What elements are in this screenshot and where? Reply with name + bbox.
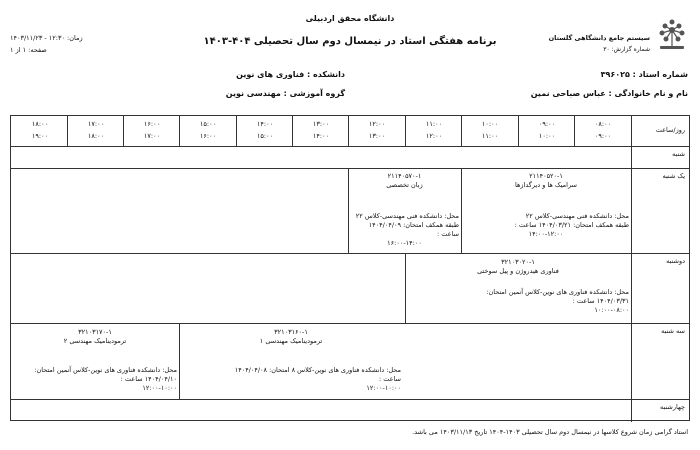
faculty: دانشکده : فناوری های نوین bbox=[236, 70, 345, 79]
report-header bbox=[0, 6, 700, 66]
department: گروه آموزشی : مهندسی نوین bbox=[225, 89, 345, 98]
class-code: ۳۲۱۰۳۱۶۰-۱ bbox=[274, 328, 308, 336]
class-exam: طبقه همکف امتحان: ۱۴۰۴/۰۳/۲۱ ساعت : bbox=[514, 221, 629, 229]
class-location: محل: دانشکده فناوری های نوین-کلاس آنمین امتحان: bbox=[34, 366, 177, 374]
time-from: ۱۱:۰۰ bbox=[425, 120, 443, 128]
day-label: شنبه bbox=[672, 150, 685, 158]
class-exam: ۱۴۰۴/۰۴/۱۰ ساعت : bbox=[120, 375, 177, 383]
time-to: ۱۱:۰۰ bbox=[481, 132, 499, 140]
class-code: ۲۱۱۴۰۵۲۰-۱ bbox=[529, 172, 563, 180]
day-label: سه شنبه bbox=[661, 327, 685, 335]
class-title: سرامیک ها و دیرگدازها bbox=[515, 181, 577, 189]
time-to: ۱۳:۰۰ bbox=[368, 132, 386, 140]
class-cell bbox=[350, 172, 459, 248]
class-title: ترمودینامیک مهندسی ۲ bbox=[63, 337, 127, 345]
time-from: ۱۸:۰۰ bbox=[31, 120, 49, 128]
class-exam-time: ۱۲:۰۰-۱۰:۰۰ bbox=[142, 384, 177, 392]
time-from: ۱۲:۰۰ bbox=[368, 120, 386, 128]
time-to: ۱۹:۰۰ bbox=[31, 132, 49, 140]
day-label: دوشنبه bbox=[666, 257, 685, 265]
class-cell bbox=[407, 258, 629, 315]
class-exam: ۱۴۰۴/۰۳/۳۱ ساعت : bbox=[572, 297, 629, 305]
time-to: ۱۸:۰۰ bbox=[87, 132, 105, 140]
class-code: ۲۱۱۴۰۵۷۰-۱ bbox=[387, 172, 422, 180]
class-cell bbox=[13, 328, 177, 393]
class-title: فناوری هیدروژن و پیل سوختی bbox=[477, 267, 559, 275]
page-number: صفحه: ۱ از ۱ bbox=[10, 46, 47, 54]
class-location: محل: دانشکده فناوری های نوین-کلاس آنمین امتحان: bbox=[486, 288, 629, 296]
report-number: شماره گزارش: ۳۰ bbox=[603, 46, 650, 53]
class-exam: ساعت : bbox=[379, 375, 401, 383]
class-code: ۳۲۱۰۳۱۷۰-۱ bbox=[78, 328, 112, 336]
time-from: ۱۶:۰۰ bbox=[143, 120, 161, 128]
system-name: سیستم جامع دانشگاهی گلستان bbox=[548, 34, 650, 42]
time-from: ۱۴:۰۰ bbox=[256, 120, 274, 128]
class-exam-time: ۱۴:۰۰-۱۲:۰۰ bbox=[528, 230, 564, 238]
class-code: ۳۲۱۰۳۰۲۰-۱ bbox=[501, 258, 535, 266]
class-title: ترمودینامیک مهندسی ۱ bbox=[259, 337, 323, 345]
time-from: ۰۹:۰۰ bbox=[538, 120, 556, 128]
class-exam-time: ۱۶:۰۰-۱۴:۰۰ bbox=[387, 239, 422, 247]
time-to: ۱۴:۰۰ bbox=[312, 132, 330, 140]
university-name: دانشگاه محقق اردبیلی bbox=[305, 14, 395, 23]
program-title: برنامه هفتگی استاد در نیمسال دوم سال تحصیلی ۴۰۴-۱۴۰۳ bbox=[203, 36, 497, 47]
class-cell bbox=[181, 328, 401, 393]
teacher-name: نام و نام خانوادگی : عباس صباحی نمین bbox=[530, 89, 688, 98]
day-label: چهارشنبه bbox=[660, 403, 685, 411]
footer-note: استاد گرامی زمان شروع کلاسها در نیمسال دوم سال تحصیلی ۱۴۰۳-۱۴۰۴ تاریخ ۱۴۰۳/۱۱/۱۳ می باشد. bbox=[412, 428, 688, 436]
time-from: ۱۷:۰۰ bbox=[87, 120, 105, 128]
class-exam-time: ۱۰:۰۰-۰۸:۰۰ bbox=[594, 306, 629, 314]
class-cell bbox=[463, 172, 629, 239]
time-to: ۱۵:۰۰ bbox=[256, 132, 274, 140]
class-location: محل: دانشکده فنی مهندسی-کلاس ۲۲ bbox=[355, 212, 459, 220]
report-date: زمان: ۱۲:۳۰ - ۱۴۰۳/۱۱/۲۳ bbox=[10, 34, 83, 42]
teacher-number: شماره استاد : ۳۹۶۰۲۵ bbox=[600, 70, 688, 79]
schedule-grid bbox=[10, 115, 690, 421]
time-from: ۱۳:۰۰ bbox=[312, 120, 330, 128]
university-logo-icon bbox=[652, 16, 692, 56]
class-exam: طبقه همکف امتحان: ۱۴۰۴/۰۴/۰۹ ساعت : bbox=[368, 221, 459, 238]
class-location: محل: دانشکده فناوری های نوین-کلاس ۸ امتحان: ۱۴۰۴/۰۴/۰۸ bbox=[234, 366, 401, 374]
time-from: ۱۵:۰۰ bbox=[199, 120, 217, 128]
class-exam-time: ۱۲:۰۰-۱۰:۰۰ bbox=[366, 384, 401, 392]
time-to: ۱۲:۰۰ bbox=[425, 132, 443, 140]
day-label: یک شنبه bbox=[662, 172, 685, 180]
time-from: ۰۸:۰۰ bbox=[594, 120, 612, 128]
time-to: ۱۶:۰۰ bbox=[199, 132, 217, 140]
time-from: ۱۰:۰۰ bbox=[481, 120, 499, 128]
corner-label: روز/ساعت bbox=[655, 126, 685, 134]
time-to: ۱۰:۰۰ bbox=[538, 132, 556, 140]
class-title: زبان تخصصی bbox=[386, 181, 423, 189]
time-to: ۱۷:۰۰ bbox=[143, 132, 161, 140]
class-location: محل: دانشکده فنی مهندسی-کلاس ۲۲ bbox=[525, 212, 629, 220]
time-to: ۰۹:۰۰ bbox=[594, 132, 612, 140]
